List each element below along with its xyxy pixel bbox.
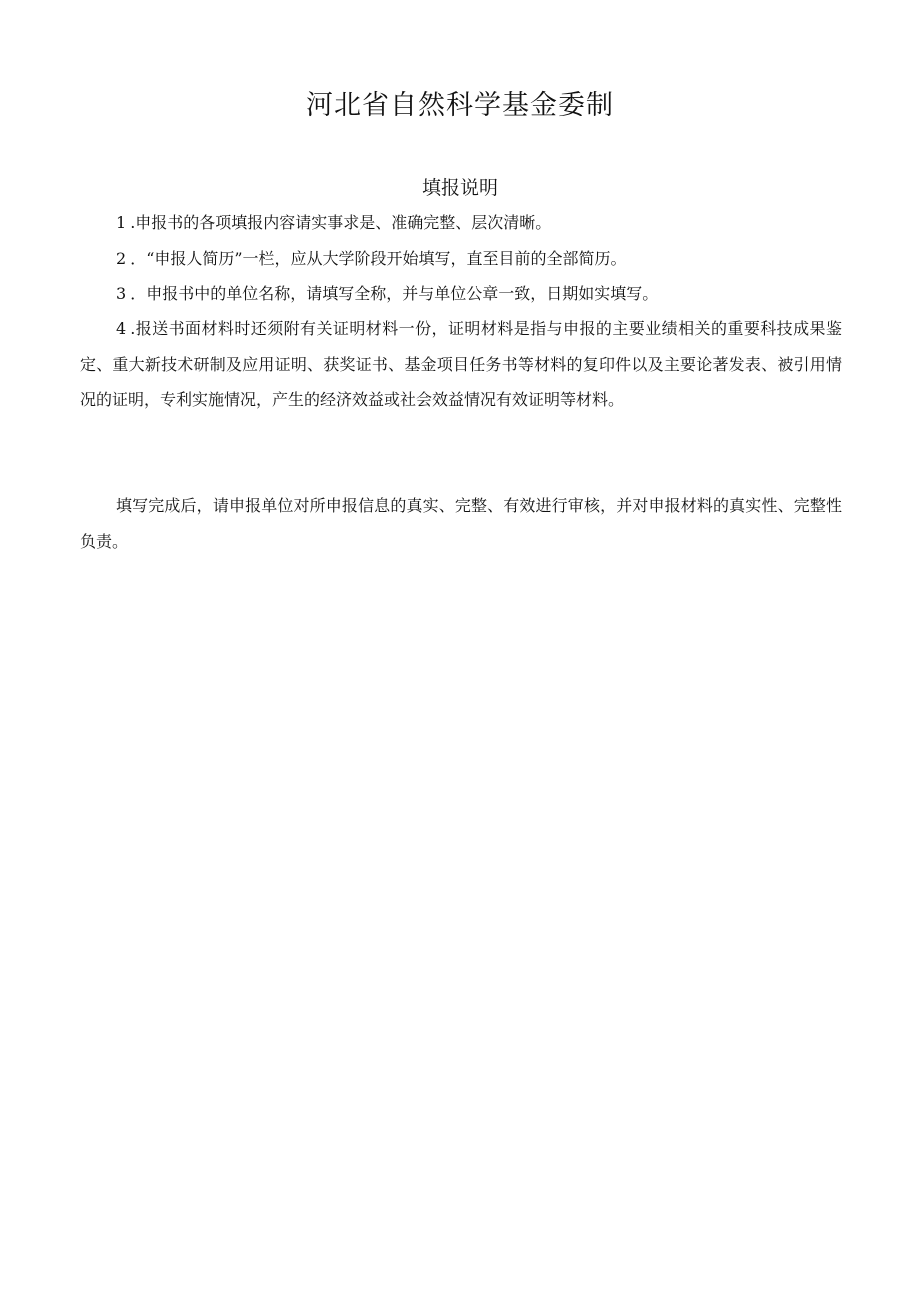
instruction-item-3 bbox=[80, 276, 842, 312]
instruction-item-1 bbox=[80, 205, 842, 241]
instruction-text: ．“申报人简历”一栏，应从大学阶段开始填写，直至目前的全部简历。 bbox=[130, 249, 627, 268]
instruction-number: 2 bbox=[116, 249, 127, 268]
instruction-item-4 bbox=[80, 311, 842, 418]
organization-title: 河北省自然科学基金委制 bbox=[306, 90, 614, 121]
instruction-text: .申报书的各项填报内容请实事求是、准确完整、层次清晰。 bbox=[130, 213, 552, 232]
instruction-number: 1 bbox=[116, 213, 127, 232]
completion-note: 填写完成后，请申报单位对所申报信息的真实、完整、有效进行审核，并对申报材料的真实性、完整性负责。 bbox=[80, 496, 842, 551]
instructions-heading: 填报说明 bbox=[421, 177, 498, 199]
instruction-text: ．申报书中的单位名称，请填写全称，并与单位公章一致，日期如实填写。 bbox=[130, 284, 659, 303]
instruction-text: .报送书面材料时还须附有关证明材料一份，证明材料是指与申报的主要业绩相关的重要科技成果鉴定、重大新技术研制及应用证明、获奖证书、基金项目任务书等材料的复印件以及主要论著发表、被引用情况的证明，专利实施情况，产生的经济效益或社会效益情况有效证明等材料。 bbox=[80, 319, 842, 409]
instruction-number: 3 bbox=[116, 284, 127, 303]
instruction-number: 4 bbox=[116, 319, 127, 338]
instruction-item-2 bbox=[80, 241, 842, 277]
